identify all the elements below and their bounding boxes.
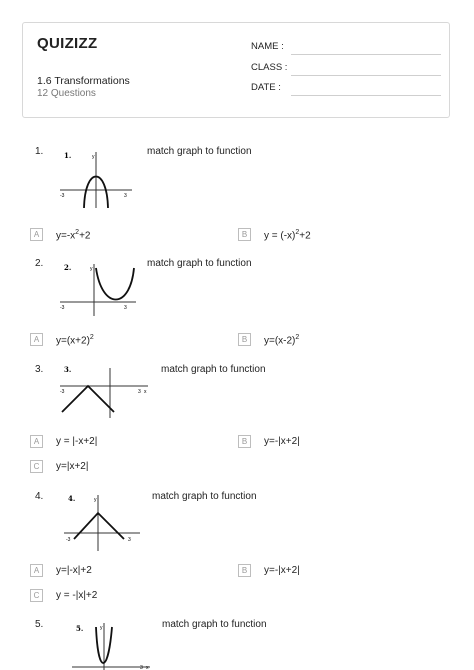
tick-label-neg3: -3 [66,537,71,543]
answer-option-a[interactable] [30,435,230,449]
question-prompt: match graph to function [152,491,257,502]
answer-option-a[interactable] [30,333,230,347]
class-field[interactable] [251,62,441,74]
option-letter-box: C [30,460,43,473]
question-number: 1. [35,146,44,157]
tick-label-3: 3 [124,193,127,199]
absolute-value-graph [74,513,124,539]
name-line [291,54,441,55]
worksheet-header [22,22,450,118]
graph-number-label: 1. [64,151,72,160]
answer-option-b[interactable] [238,564,438,578]
question-number: 5. [35,619,44,630]
option-text: y=|x+2| [56,461,89,472]
date-label: DATE : [251,82,281,93]
question-number: 3. [35,364,44,375]
answer-option-c[interactable] [30,589,230,603]
option-letter-box: A [30,333,43,346]
name-field[interactable] [251,41,441,53]
quizizz-logo: QUIZIZZ [37,35,98,52]
tick-label-neg3: -3 [60,305,65,311]
option-text: $y = (-x)^2+2$ [264,229,311,242]
worksheet-title: 1.6 Transformations [37,75,130,87]
x-axis-label: x [146,665,149,670]
tick-label-neg3: -3 [60,193,65,199]
tick-label-3: 3 [128,537,131,543]
absolute-value-graph [62,386,114,412]
class-label: CLASS : [251,62,288,73]
option-letter-box: B [238,333,251,346]
question-count: 12 Questions [37,88,96,99]
y-axis-label: y [92,154,95,160]
graph-number-label: 2. [64,263,72,272]
option-text: $y=(x+2)^2$ [56,334,94,347]
question-prompt: match graph to function [161,364,266,375]
answer-option-b[interactable] [238,435,438,449]
option-letter-box: C [30,589,43,602]
option-text: y=-|x+2| [264,436,300,447]
option-text: y = -|x|+2 [56,590,98,601]
graph-number-label: 4. [68,494,76,503]
answer-option-a[interactable] [30,564,230,578]
option-letter-box: A [30,564,43,577]
option-text: y=|-x|+2 [56,565,92,576]
option-text: y = |-x+2| [56,436,98,447]
graph-number-label: 5. [76,624,84,633]
option-letter-box: A [30,435,43,448]
graph-image [58,258,138,318]
upward-parabola [96,268,134,300]
option-letter-box: A [30,228,43,241]
answer-option-b[interactable] [238,333,438,347]
question-number: 2. [35,258,44,269]
y-axis-label: y [90,266,93,272]
option-text: y=-|x+2| [264,565,300,576]
class-line [291,75,441,76]
answer-option-b[interactable] [238,228,438,242]
question-number: 4. [35,491,44,502]
y-axis-label: y [94,497,97,503]
option-text: $y=-x^2+2$ [56,229,91,242]
graph-image [58,364,154,420]
option-letter-box: B [238,564,251,577]
y-axis-label: y [100,625,103,631]
question-prompt: match graph to function [162,619,267,630]
graph-image [62,491,142,553]
date-field[interactable] [251,82,441,94]
question-prompt: match graph to function [147,258,252,269]
tick-label-3: 3 [140,665,143,670]
option-text: $y=(x-2)^2$ [264,334,300,347]
x-axis-label: x [144,389,147,395]
answer-option-a[interactable] [30,228,230,242]
graph-image [58,146,138,210]
question-prompt: match graph to function [147,146,252,157]
graph-image [70,619,154,670]
date-line [291,95,441,96]
answer-option-c[interactable] [30,460,230,474]
graph-number-label: 3. [64,365,72,374]
tick-label-neg3: -3 [60,389,65,395]
tick-label-3: 3 [124,305,127,311]
name-label: NAME : [251,41,284,52]
option-letter-box: B [238,228,251,241]
option-letter-box: B [238,435,251,448]
tick-label-3: 3 [138,389,141,395]
